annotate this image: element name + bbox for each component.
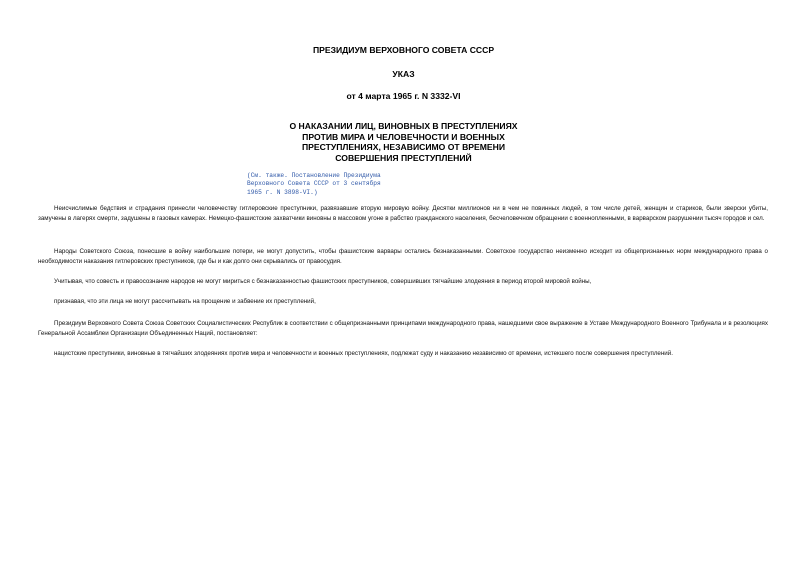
reference-link-continuation[interactable]: Верховного Совета СССР от 3 сентября: [247, 180, 381, 188]
document-title-line: О НАКАЗАНИИ ЛИЦ, ВИНОВНЫХ В ПРЕСТУПЛЕНИЯХ: [289, 121, 518, 131]
reference-link-continuation[interactable]: 1965 г. N 3898-VI.): [247, 188, 318, 196]
document-title-line: ПРОТИВ МИРА И ЧЕЛОВЕЧНОСТИ И ВОЕННЫХ: [302, 131, 505, 142]
body-paragraph: Народы Советского Союза, понесшие в войну наибольшие потери, не могут допустить, чтобы фашистские варвары остались безнаказанными. Советское государство неизменно исходит из общепризнанных норм международного права о необходимости наказания гитлеровских преступников, где бы и как долго они скрывались от правосудия.: [38, 248, 768, 266]
document-date-number: от 4 марта 1965 г. N 3332-VI: [346, 91, 461, 101]
body-paragraph: Неисчислимые бедствия и страдания принесли человечеству гитлеровские преступники, развязавшие вторую мировую войну. Десятки миллионов ни в чем не повинных людей, в том числе детей, женщин и стариков, были зверски убиты, замучены в лагерях смерти, задушены в газовых камерах. Немецко-фашистские захватчики виновны в массовом угоне в рабство гражданского населения, бесчеловечном обращении с военнопленными, в варварском разрушении тысяч городов и сел.: [38, 205, 768, 223]
body-paragraph: Учитывая, что совесть и правосознание народов не могут мириться с безнаказанностью фашистских преступников, совершивших тягчайшие злодеяния в период второй мировой войны,: [54, 278, 592, 285]
issuing-authority: ПРЕЗИДИУМ ВЕРХОВНОГО СОВЕТА СССР: [312, 45, 495, 55]
reference-link[interactable]: Постановление Президиума: [291, 172, 381, 179]
document-title: [0, 121, 807, 163]
document-title-line: СОВЕРШЕНИЯ ПРЕСТУПЛЕНИЙ: [335, 152, 472, 163]
reference-note-prefix: (См. также.: [247, 172, 292, 179]
document-title-line: ПРЕСТУПЛЕНИЯХ, НЕЗАВИСИМО ОТ ВРЕМЕНИ: [301, 142, 506, 152]
body-paragraph: нацистские преступники, виновные в тягчайших злодеяниях против мира и человечности и военных преступлениях, подлежат суду и наказанию независимо от времени, истекшего после совершения преступлений.: [54, 350, 673, 357]
body-paragraph: Президиум Верховного Совета Союза Советских Социалистических Республик в соответствии с общепризнанными принципами международного права, нашедшими свое выражение в Уставе Международного Военного Трибунала и в резолюциях Генеральной Ассамблеи Организации Объединенных Наций, постановляет:: [38, 320, 768, 338]
document-type: УКАЗ: [392, 69, 415, 79]
reference-note: [247, 172, 381, 197]
body-paragraph: признавая, что эти лица не могут рассчитывать на прощение и забвение их преступлений,: [54, 298, 316, 305]
